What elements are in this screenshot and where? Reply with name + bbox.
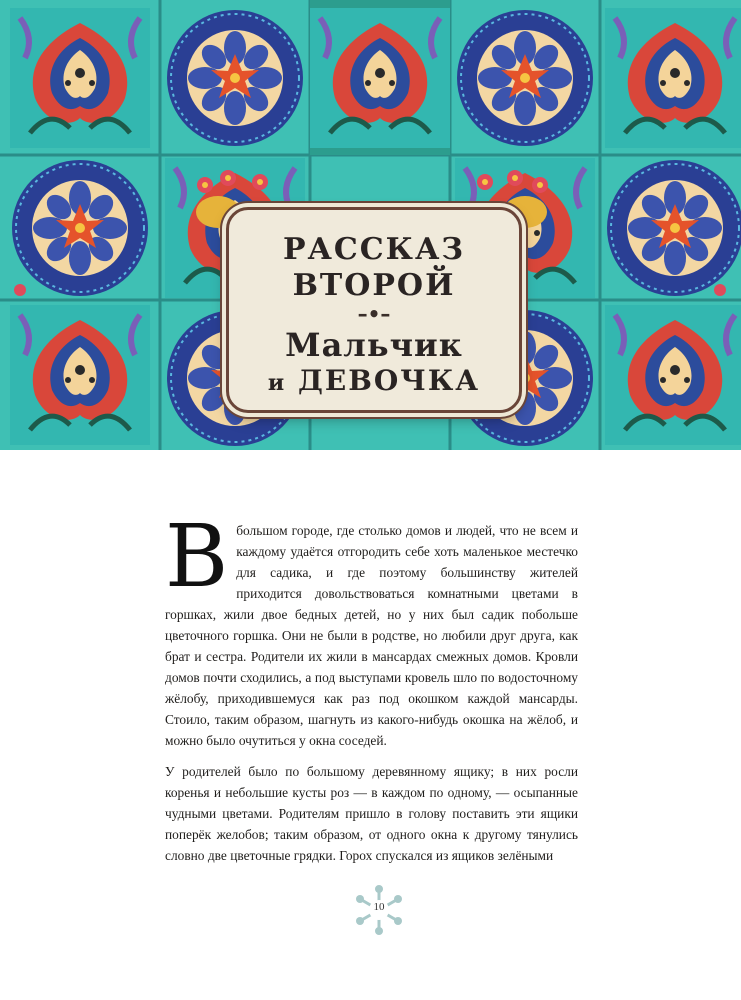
page-footer xyxy=(356,885,402,935)
drop-cap: В xyxy=(165,507,229,607)
chapter-number-line2: ВТОРОЙ xyxy=(292,268,456,303)
chapter-title-line1: Мальчик xyxy=(285,326,463,364)
page-number: 10 xyxy=(373,901,385,913)
title-divider: –•– xyxy=(357,302,391,326)
paragraph-1-text: большом городе, где столько домов и людей, что не всем и каждому удаётся отгородить себе хоть маленькое местечко для садика, и где поэтому большинству жителей приходится довольствоваться комнатными цветами в горшках, жили двое бедных детей, но у них был садик побольше цветочного горшка. Они не были в родстве, но любили друг друга, как брат и сестра. Родители их жили в мансардах смежных домов. Кровли домов почти сходились, а под выступами кровель шло по водосточному жёлобу, приходившемуся как раз под окошком каждой мансарды. Стоило, таким образом, шагнуть из какого-нибудь окошка на жёлоб, и можно было очутиться у окна соседей. xyxy=(165,523,578,748)
story-body xyxy=(165,507,578,866)
chapter-number-line1: РАССКАЗ xyxy=(282,232,466,267)
paragraph-2: У родителей было по большому деревянному ящику; в них росли коренья и небольшие кусты роз — в каждом по одному, — осыпанные чудными цветами. Родителям пришло в голову поставить эти ящики поперёк желобов; таким образом, от одного окна к другому тянулись словно две цветочные грядки. Горох спускался из ящиков зелёными xyxy=(165,764,578,863)
chapter-title-conjunction: и xyxy=(267,370,287,396)
chapter-title-plaque xyxy=(226,207,522,413)
chapter-title-word: ДЕВОЧКА xyxy=(297,364,481,397)
chapter-title-line2 xyxy=(229,364,519,400)
paragraph-1 xyxy=(165,507,578,751)
